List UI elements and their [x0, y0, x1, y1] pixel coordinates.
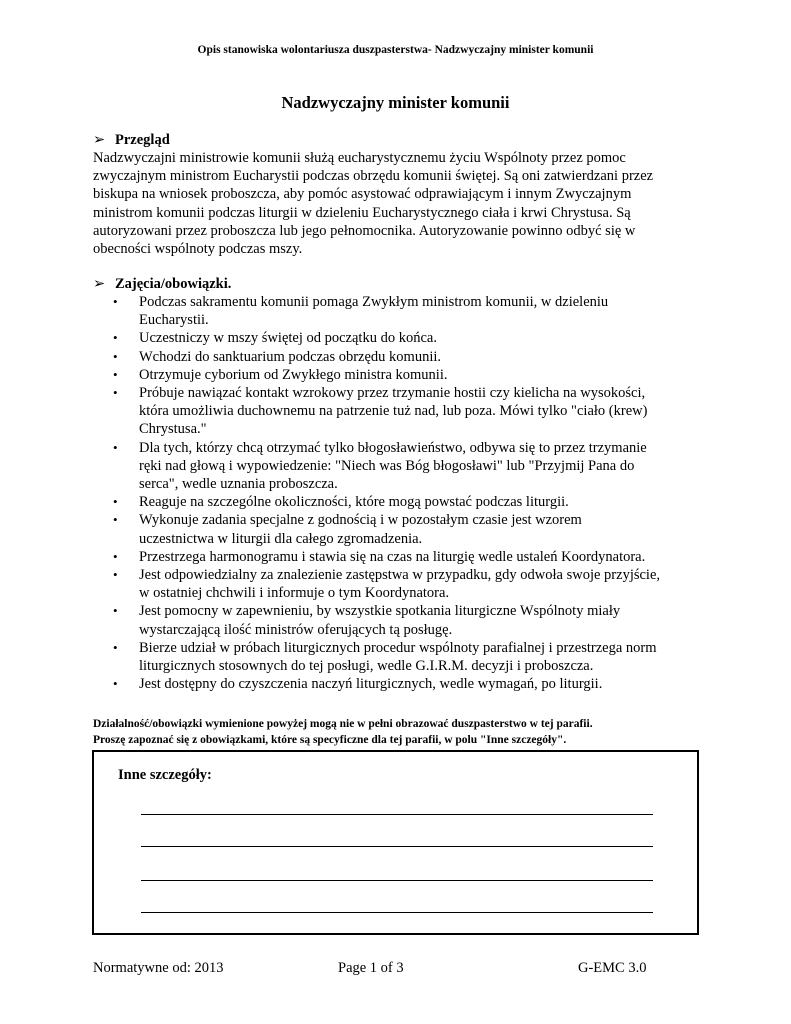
duty-item	[0, 548, 699, 566]
duty-item	[0, 329, 699, 347]
bullet-icon: •	[113, 512, 118, 528]
parish-notice	[93, 716, 593, 748]
notice-line: Proszę zapoznać się z obowiązkami, które są specyficzne dla tej parafii, w polu "Inne szczegóły".	[93, 734, 567, 746]
duty-item	[0, 439, 699, 494]
duty-item	[0, 293, 699, 329]
overview-line: autoryzowani przez proboszcza lub jego pełnomocnika. Autoryzowanie powinno odbyć się w	[93, 222, 636, 239]
duty-line: w ostatniej chchwili i informuje o tym Koordynatora.	[139, 585, 450, 602]
overview-section-heading	[93, 131, 170, 149]
duty-line: Podczas sakramentu komunii pomaga Zwykłym ministrom komunii, w dzieleniu	[139, 294, 609, 310]
bullet-icon: •	[113, 639, 118, 655]
duty-line: ręki nad głową i wypowiedzenie: "Niech was Bóg błogosławi" lub "Przyjmij Pana do	[139, 457, 635, 474]
bullet-icon: •	[113, 494, 118, 510]
duty-item	[0, 566, 699, 602]
duty-line: Bierze udział w próbach liturgicznych procedur wspólnoty parafialnej i przestrzega norm	[139, 639, 657, 656]
duty-line: Jest dostępny do czyszczenia naczyń liturgicznych, wedle wymagań, po liturgii.	[139, 676, 603, 693]
duty-item	[0, 366, 699, 384]
duty-item	[0, 493, 699, 511]
running-header-title: Opis stanowiska wolontariusza duszpasterstwa- Nadzwyczajny minister komunii	[197, 44, 594, 56]
write-in-line	[141, 814, 653, 815]
duty-item	[0, 384, 699, 439]
duty-line: serca", wedle uznania proboszcza.	[139, 476, 338, 493]
overview-heading-text: Przegląd	[115, 132, 170, 148]
bullet-icon: •	[113, 603, 118, 619]
bullet-icon: •	[113, 366, 118, 382]
duty-line: liturgicznych stosownych do tej posługi, wedle G.I.R.M. decyzji i proboszcza.	[139, 658, 594, 675]
footer-page-number: Page 1 of 3	[338, 960, 404, 976]
duty-item	[0, 639, 699, 675]
duty-line: Próbuje nawiązać kontakt wzrokowy przez trzymanie hostii czy kielicha na wysokości,	[139, 385, 646, 402]
duties-heading-text: Zajęcia/obowiązki.	[115, 276, 232, 292]
other-details-box	[92, 750, 699, 935]
overview-line: obecności wspólnoty podczas mszy.	[93, 241, 303, 258]
bullet-icon: •	[113, 439, 118, 455]
document-title: Nadzwyczajny minister komunii	[281, 93, 510, 112]
bullet-icon: •	[113, 567, 118, 583]
duty-item	[0, 348, 699, 366]
write-in-line	[141, 846, 653, 847]
duty-line: Wchodzi do sanktuarium podczas obrzędu komunii.	[139, 348, 442, 365]
duty-item	[0, 511, 699, 547]
bullet-icon: •	[113, 676, 118, 692]
duty-item	[0, 675, 699, 693]
write-in-line	[141, 912, 653, 913]
bullet-icon: •	[113, 294, 118, 309]
bullet-icon: •	[113, 548, 118, 564]
notice-line: Działalność/obowiązki wymienione powyżej mogą nie w pełni obrazować duszpasterstwo w tej parafii.	[93, 718, 593, 730]
write-in-line	[141, 880, 653, 881]
other-details-label: Inne szczegóły:	[118, 767, 212, 783]
duties-section-heading	[93, 275, 231, 293]
duty-line: Eucharystii.	[139, 312, 209, 329]
arrow-bullet-icon: ➢	[93, 132, 106, 148]
bullet-icon: •	[113, 330, 118, 346]
overview-line: ministrom komunii podczas liturgii w dzieleniu Eucharystycznego ciała i krwi Chrystusa. Są	[93, 204, 631, 221]
duty-line: Reaguje na szczególne okoliczności, które mogą powstać podczas liturgii.	[139, 494, 569, 511]
duty-line: wystarczającą ilość ministrów oferujących tą posługę.	[139, 621, 453, 638]
duty-line: Uczestniczy w mszy świętej od początku do końca.	[139, 330, 437, 347]
overview-line: zwyczajnym ministrom Eucharystii podczas obrzędu komunii świętej. Są oni zatwierdzani przez	[93, 168, 654, 185]
bullet-icon: •	[113, 348, 118, 364]
duties-list	[0, 293, 791, 693]
footer-document-code: G-EMC 3.0	[578, 960, 647, 976]
overview-line: biskupa na wniosek proboszcza, aby pomóc asystować odprawiającym i innym Zwyczajnym	[93, 186, 632, 203]
duty-item	[0, 602, 699, 638]
duty-line: Dla tych, którzy chcą otrzymać tylko błogosławieństwo, odbywa się to przez trzymanie	[139, 439, 647, 456]
duty-line: Jest odpowiedzialny za znalezienie zastępstwa w przypadku, gdy odwoła swoje przyjście,	[139, 567, 661, 584]
duty-line: uczestnictwa w liturgii dla całego zgromadzenia.	[139, 530, 423, 547]
bullet-icon: •	[113, 385, 118, 401]
duty-line: Przestrzega harmonogramu i stawia się na czas na liturgię wedle ustaleń Koordynatora.	[139, 548, 646, 565]
duty-line: Wykonuje zadania specjalne z godnością i w pozostałym czasie jest wzorem	[139, 512, 582, 529]
overview-line: Nadzwyczajni ministrowie komunii służą eucharystycznemu życiu Wspólnoty przez pomoc	[93, 150, 626, 166]
overview-paragraph	[93, 149, 693, 258]
footer-effective-date: Normatywne od: 2013	[93, 960, 224, 976]
arrow-bullet-icon: ➢	[93, 276, 106, 292]
duty-line: Jest pomocny w zapewnieniu, by wszystkie spotkania liturgiczne Wspólnoty miały	[139, 603, 621, 620]
duty-line: Otrzymuje cyborium od Zwykłego ministra komunii.	[139, 366, 448, 383]
duty-line: Chrystusa."	[139, 421, 207, 438]
duty-line: która umożliwia duchownemu na patrzenie tuż nad, lub poza. Mówi tylko "ciało (krew)	[139, 403, 648, 420]
